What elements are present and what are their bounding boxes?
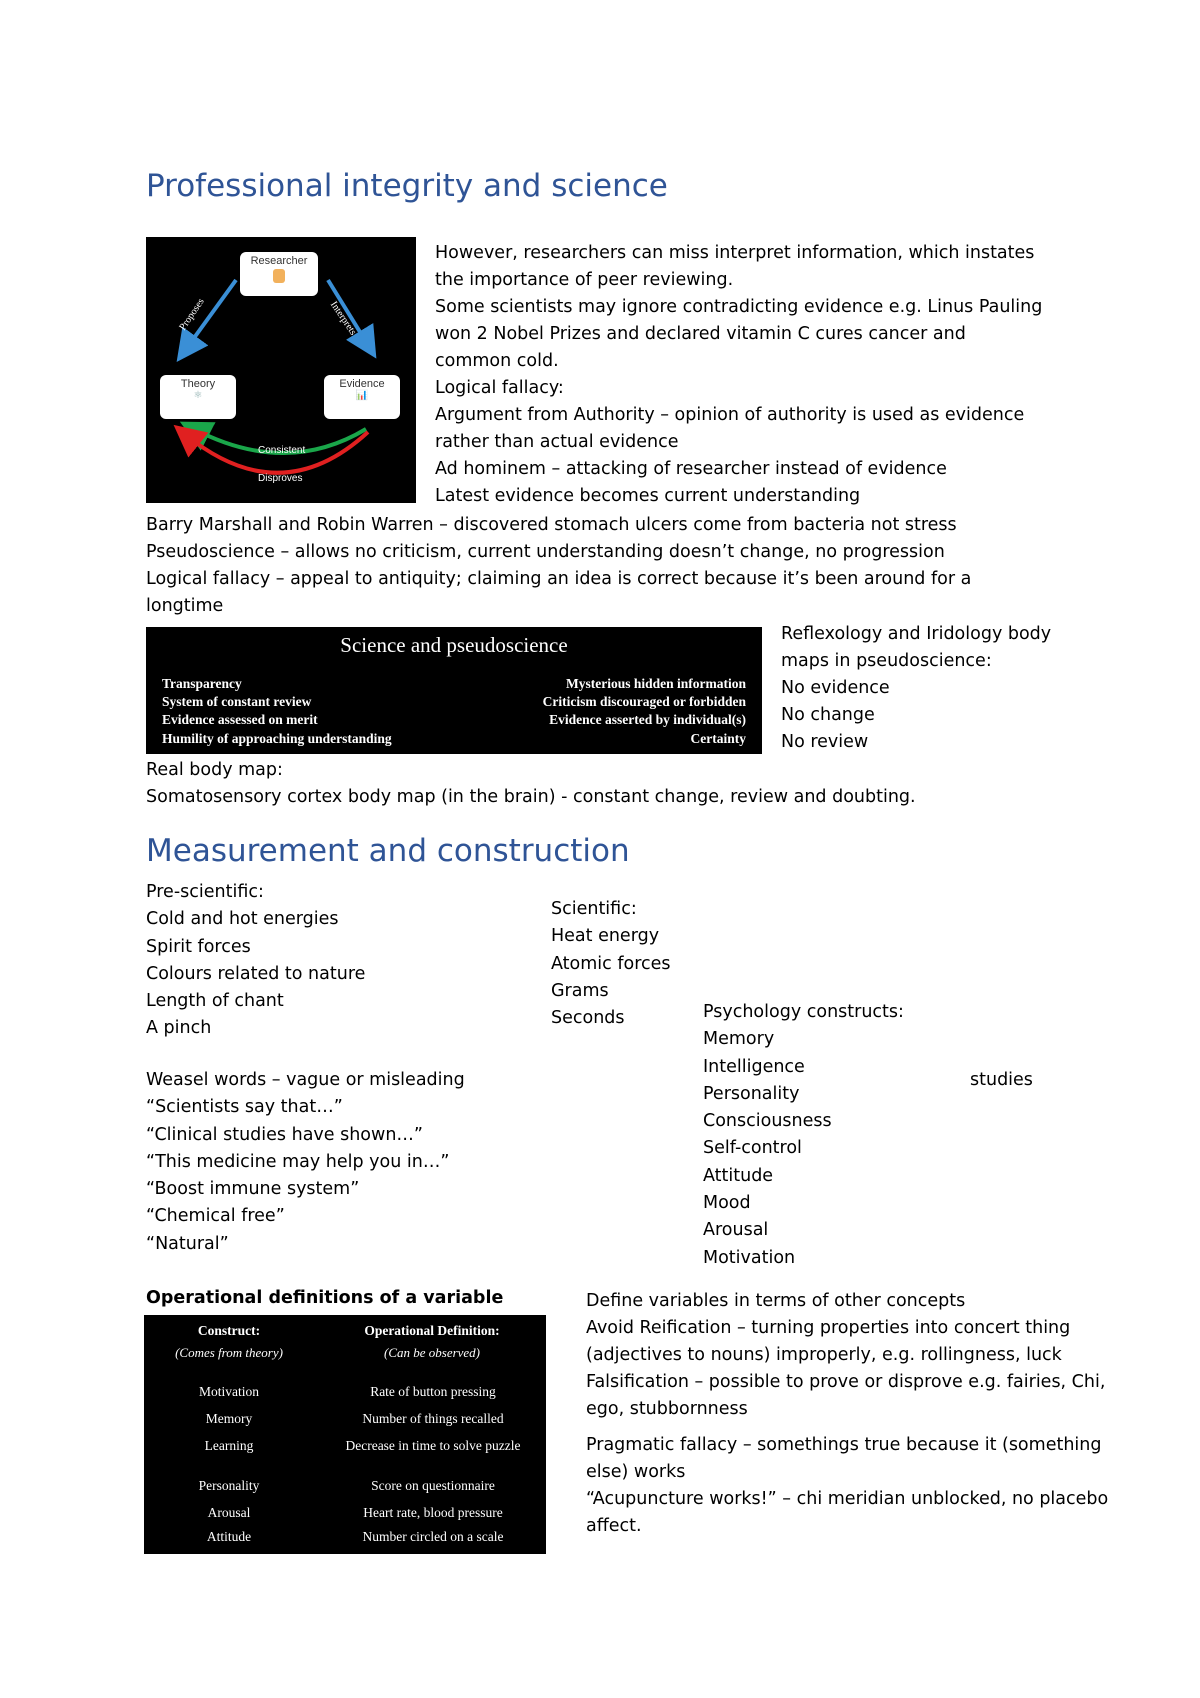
text-line: Ad hominem – attacking of researcher instead of evidence: [435, 459, 947, 479]
disproves-label: Disproves: [258, 473, 303, 484]
list-item: Attitude: [703, 1165, 774, 1186]
column-subheader-definition: (Can be observed): [383, 1345, 481, 1360]
pseudoscience-notes: [146, 512, 971, 620]
science-pseudoscience-table: [146, 627, 762, 754]
text-line: No review: [781, 732, 869, 752]
table-row: Evidence assessed on merit Evidence asserted by individual(s): [162, 712, 746, 727]
table-row: Humility of approaching understanding Certainty: [162, 731, 746, 746]
list-item: Spirit forces: [146, 936, 251, 957]
construct-cell: Memory: [205, 1411, 253, 1426]
list-item: Consciousness: [703, 1111, 832, 1132]
list-item: Mood: [703, 1193, 751, 1214]
list-item: Seconds: [551, 1008, 625, 1029]
studies-word: studies: [970, 1070, 1033, 1090]
text-line: Pseudoscience – allows no criticism, current understanding doesn’t change, no progression: [146, 542, 945, 562]
list-item: Grams: [551, 980, 609, 1001]
list-item: “Boost immune system”: [146, 1179, 360, 1200]
text-line: Somatosensory cortex body map (in the brain) - constant change, review and doubting.: [146, 787, 916, 807]
list-title: Psychology constructs:: [703, 1002, 904, 1022]
list-item: Arousal: [703, 1220, 769, 1241]
text-line: No change: [781, 705, 875, 725]
list-item: “This medicine may help you in…”: [146, 1151, 450, 1172]
text-line: the importance of peer reviewing.: [435, 270, 734, 290]
integrity-notes: [435, 240, 1042, 510]
text-line: ego, stubbornness: [586, 1399, 748, 1419]
construct-cell: Arousal: [207, 1505, 251, 1520]
column-subheader-construct: (Comes from theory): [175, 1345, 283, 1360]
text-line: won 2 Nobel Prizes and declared vitamin C cures cancer and: [435, 324, 966, 344]
definition-cell: Score on questionnaire: [371, 1478, 495, 1493]
heading-measurement-construction: Measurement and construction: [146, 833, 630, 869]
consistent-label: Consistent: [258, 445, 306, 456]
construct-cell: Attitude: [206, 1529, 252, 1544]
text-line: Reflexology and Iridology body: [781, 624, 1052, 644]
text-line: Avoid Reification – turning properties into concert thing: [586, 1318, 1071, 1338]
construct-cell: Learning: [204, 1438, 254, 1453]
text-line: Real body map:: [146, 760, 283, 780]
pragmatic-fallacy-notes: [586, 1432, 1108, 1540]
list-item: A pinch: [146, 1018, 212, 1039]
text-line: Falsification – possible to prove or disprove e.g. fairies, Chi,: [586, 1372, 1106, 1392]
list-title: Weasel words – vague or misleading: [146, 1070, 465, 1090]
text-line: rather than actual evidence: [435, 432, 679, 452]
researcher-icon: [273, 269, 285, 283]
construct-cell: Motivation: [199, 1384, 259, 1399]
text-line: Pragmatic fallacy – somethings true because it (something: [586, 1435, 1102, 1455]
weasel-words-list: [146, 1067, 465, 1258]
interprets-label: Interprets: [327, 299, 359, 338]
proposes-label: Proposes: [177, 296, 207, 333]
list-item: Motivation: [703, 1247, 796, 1268]
real-body-map-notes: [146, 757, 916, 811]
operational-definitions-table: [144, 1315, 546, 1554]
text-line: Some scientists may ignore contradicting evidence e.g. Linus Pauling: [435, 297, 1043, 317]
reification-notes: [586, 1288, 1105, 1423]
definition-cell: Number of things recalled: [362, 1411, 504, 1426]
definition-cell: Number circled on a scale: [362, 1529, 504, 1544]
definition-cell: Rate of button pressing: [370, 1384, 496, 1399]
list-item: Memory: [703, 1029, 775, 1050]
list-item: Personality: [703, 1083, 800, 1104]
list-item: Cold and hot energies: [146, 909, 339, 930]
text-line: maps in pseudoscience:: [781, 651, 992, 671]
table-row: Transparency Mysterious hidden information: [162, 676, 746, 691]
list-title: Scientific:: [551, 899, 637, 919]
list-item: “Natural”: [146, 1233, 229, 1254]
table-row: System of constant review Criticism discouraged or forbidden: [162, 694, 746, 709]
science-cycle-diagram: [146, 237, 416, 503]
text-line: Barry Marshall and Robin Warren – discovered stomach ulcers come from bacteria not stress: [146, 515, 957, 535]
theory-icon: ⚛: [193, 390, 203, 401]
text-line: (adjectives to nouns) improperly, e.g. rollingness, luck: [586, 1345, 1062, 1365]
text-line: common cold.: [435, 351, 559, 371]
column-header-definition: Operational Definition:: [364, 1323, 500, 1338]
text-line: Logical fallacy:: [435, 378, 564, 398]
column-header-construct: Construct:: [197, 1323, 261, 1338]
list-title: Pre-scientific:: [146, 882, 264, 902]
list-item: Atomic forces: [551, 953, 671, 974]
text-line: Logical fallacy – appeal to antiquity; claiming an idea is correct because it’s been around for a: [146, 569, 972, 589]
text-line: However, researchers can miss interpret information, which instates: [435, 243, 1035, 263]
list-item: Self-control: [703, 1138, 802, 1159]
scientific-list: [551, 896, 671, 1032]
text-line: affect.: [586, 1516, 642, 1536]
list-item: “Clinical studies have shown…”: [146, 1124, 423, 1145]
text-line: longtime: [146, 596, 224, 616]
researcher-box: Researcher: [240, 252, 318, 296]
text-line: Argument from Authority – opinion of authority is used as evidence: [435, 405, 1025, 425]
list-item: Heat energy: [551, 926, 660, 947]
construct-cell: Personality: [198, 1478, 260, 1493]
psychology-constructs-list: [703, 999, 904, 1272]
list-item: Length of chant: [146, 991, 284, 1012]
evidence-icon: 📊: [355, 390, 369, 401]
heading-professional-integrity: Professional integrity and science: [146, 168, 668, 204]
text-line: “Acupuncture works!” – chi meridian unblocked, no placebo: [586, 1489, 1109, 1509]
theory-box: Theory ⚛: [160, 375, 236, 419]
definition-cell: Decrease in time to solve puzzle: [345, 1438, 521, 1453]
opdef-title: Operational definitions of a variable: [146, 1288, 504, 1308]
text-line: No evidence: [781, 678, 890, 698]
list-item: Colours related to nature: [146, 963, 366, 984]
list-item: “Scientists say that…”: [146, 1097, 343, 1118]
text-line: Define variables in terms of other concepts: [586, 1291, 966, 1311]
evidence-box: Evidence 📊: [324, 375, 400, 419]
table-title: Science and pseudoscience: [340, 633, 568, 657]
definition-cell: Heart rate, blood pressure: [363, 1505, 503, 1520]
list-item: Intelligence: [703, 1056, 805, 1077]
list-item: “Chemical free”: [146, 1206, 285, 1227]
pre-scientific-list: [146, 879, 365, 1043]
body-maps-notes: [781, 621, 1051, 756]
text-line: Latest evidence becomes current understanding: [435, 486, 861, 506]
text-line: else) works: [586, 1462, 686, 1482]
